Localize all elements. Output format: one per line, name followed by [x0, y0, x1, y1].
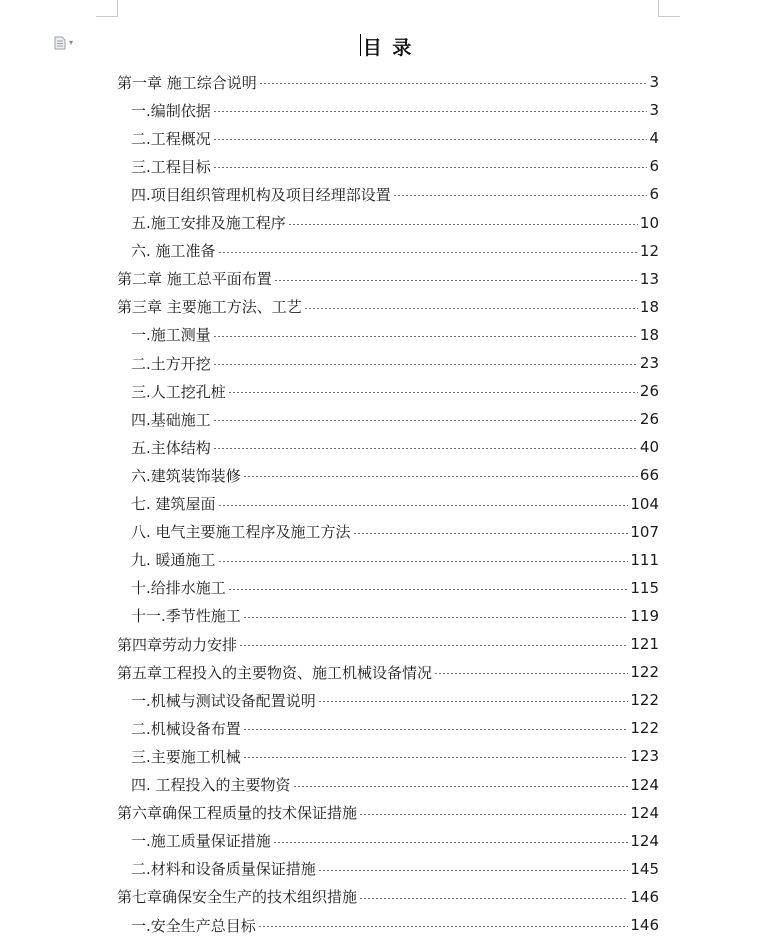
- toc-entry[interactable]: [117, 294, 659, 320]
- toc-dot-leader: [218, 505, 629, 506]
- toc-entry-title: 五.主体结构: [131, 438, 211, 457]
- toc-entry-title: 一.机械与测试设备配置说明: [131, 691, 316, 710]
- toc-page-number: 123: [630, 747, 659, 766]
- toc-entry[interactable]: [117, 69, 659, 95]
- toc-entry-title: 第一章 施工综合说明: [117, 73, 257, 92]
- toc-page-number: 10: [639, 213, 659, 232]
- toc-dot-leader: [213, 336, 638, 337]
- toc-dot-leader: [228, 589, 629, 590]
- toc-entry[interactable]: [117, 238, 659, 264]
- toc-entry[interactable]: [117, 575, 659, 601]
- toc-dot-leader: [293, 786, 629, 787]
- toc-entry[interactable]: [117, 772, 659, 798]
- toc-entry[interactable]: [117, 800, 659, 826]
- toc-page-number: 122: [630, 691, 659, 710]
- toc-page-number: 6: [649, 157, 659, 176]
- toc-dot-leader: [393, 195, 648, 196]
- toc-dot-leader: [213, 111, 648, 112]
- toc-entry[interactable]: [117, 912, 659, 938]
- toc-dot-leader: [213, 167, 648, 168]
- toc-page-number: 12: [639, 241, 659, 260]
- toc-entry-title: 一.编制依据: [131, 101, 211, 120]
- toc-entry[interactable]: [117, 125, 659, 151]
- toc-page-number: 23: [639, 354, 659, 372]
- toc-page-number: 115: [630, 578, 659, 597]
- toc-entry[interactable]: [117, 181, 659, 207]
- toc-entry-title: 二.材料和设备质量保证措施: [131, 860, 316, 879]
- toc-dot-leader: [243, 617, 629, 618]
- toc-entry[interactable]: [117, 631, 659, 657]
- toc-dot-leader: [274, 280, 638, 281]
- toc-entry-title: 第四章劳动力安排: [117, 635, 238, 654]
- toc-page-number: 111: [630, 550, 659, 569]
- toc-title-text: 目 录: [362, 37, 414, 59]
- toc-entry[interactable]: [117, 659, 659, 685]
- toc-page-number: 146: [630, 916, 659, 934]
- toc-entry-title: 二.工程概况: [131, 129, 211, 148]
- toc-dot-leader: [213, 420, 638, 421]
- crop-mark-top-left-horizontal: [96, 16, 118, 17]
- toc-title: [0, 33, 776, 60]
- toc-page-number: 18: [639, 325, 659, 344]
- toc-page-number: 119: [630, 606, 659, 625]
- toc-page-number: 146: [630, 887, 659, 906]
- toc-entry[interactable]: [117, 322, 659, 348]
- toc-dot-leader: [434, 673, 628, 674]
- toc-entry-title: 一.安全生产总目标: [131, 916, 256, 935]
- toc-entry-title: 九. 暖通施工: [131, 551, 216, 570]
- toc-dot-leader: [259, 83, 648, 84]
- toc-page-number: 26: [639, 410, 659, 429]
- toc-entry-title: 六.建筑装饰装修: [131, 466, 241, 485]
- chevron-down-icon: ▾: [69, 38, 74, 47]
- toc-page-number: 40: [639, 438, 659, 457]
- toc-page-number: 145: [630, 859, 659, 878]
- toc-entry-title: 四.基础施工: [131, 410, 211, 429]
- toc-dot-leader: [359, 814, 628, 815]
- toc-dot-leader: [239, 645, 628, 646]
- toc-dot-leader: [318, 701, 629, 702]
- toc-entry-title: 第六章确保工程质量的技术保证措施: [117, 804, 358, 823]
- toc-entry-title: 第七章确保安全生产的技术组织措施: [117, 888, 358, 907]
- toc-page-number: 6: [649, 185, 659, 204]
- toc-page-number: 122: [630, 719, 659, 738]
- toc-entry-title: 八. 电气主要施工程序及施工方法: [131, 523, 351, 542]
- toc-entry[interactable]: [117, 153, 659, 179]
- toc-entry[interactable]: [117, 210, 659, 236]
- toc-page-number: 121: [630, 635, 659, 653]
- toc-entry[interactable]: [117, 547, 659, 573]
- toc-dot-leader: [288, 224, 638, 225]
- toc-entry[interactable]: [117, 434, 659, 460]
- crop-mark-top-left-vertical: [117, 0, 118, 16]
- text-cursor: [360, 34, 361, 56]
- toc-entry[interactable]: [117, 743, 659, 769]
- toc-entry[interactable]: [117, 350, 659, 376]
- toc-entry[interactable]: [117, 519, 659, 545]
- toc-entry[interactable]: [117, 266, 659, 292]
- toc-page-number: 122: [630, 663, 659, 682]
- toc-entry[interactable]: [117, 884, 659, 910]
- toc-entry[interactable]: [117, 715, 659, 741]
- toc-page-number: 26: [639, 382, 659, 401]
- toc-entry[interactable]: [117, 828, 659, 854]
- toc-entry-title: 三.主要施工机械: [131, 747, 241, 766]
- toc-page-number: 124: [630, 831, 659, 850]
- toc-dot-leader: [353, 533, 629, 534]
- toc-page-number: 124: [630, 803, 659, 822]
- toc-entry-title: 五.施工安排及施工程序: [131, 214, 286, 232]
- toc-dot-leader: [213, 364, 638, 365]
- toc-entry-title: 四.项目组织管理机构及项目经理部设置: [131, 185, 391, 204]
- toc-entry-title: 六. 施工准备: [131, 242, 216, 261]
- toc-entry-title: 第三章 主要施工方法、工艺: [117, 298, 302, 317]
- toc-entry[interactable]: [117, 462, 659, 488]
- toc-dot-leader: [243, 729, 629, 730]
- toc-page-number: 4: [649, 129, 659, 148]
- toc-entry-title: 一.施工质量保证措施: [131, 832, 271, 851]
- toc-entry[interactable]: [117, 491, 659, 517]
- toc-dot-leader: [213, 448, 638, 449]
- toc-entry-title: 四. 工程投入的主要物资: [131, 776, 291, 794]
- toc-entry-title: 十.给排水施工: [131, 579, 226, 598]
- toc-entry[interactable]: [117, 687, 659, 713]
- toc-page-number: 18: [639, 297, 659, 316]
- toc-entry[interactable]: [117, 97, 659, 123]
- toc-entry-title: 三.工程目标: [131, 157, 211, 176]
- toc-entry-title: 第五章工程投入的主要物资、施工机械设备情况: [117, 663, 433, 682]
- toc-page-number: 66: [639, 466, 659, 485]
- toc-dot-leader: [213, 139, 648, 140]
- toc-entry[interactable]: [117, 603, 659, 629]
- toc-dot-leader: [304, 308, 638, 309]
- toc-entry-title: 七. 建筑屋面: [131, 495, 216, 513]
- toc-page-number: 13: [639, 269, 659, 288]
- toc-dot-leader: [228, 392, 638, 393]
- toc-dot-leader: [318, 870, 629, 871]
- crop-mark-top-right-vertical: [658, 0, 659, 16]
- toc-page-number: 104: [630, 494, 659, 513]
- toc-page-number: 3: [649, 73, 659, 91]
- toc-dot-leader: [243, 757, 629, 758]
- toc-dot-leader: [218, 252, 638, 253]
- toc-entry-title: 三.人工挖孔桩: [131, 382, 226, 401]
- toc-entry[interactable]: [117, 406, 659, 432]
- toc-dot-leader: [218, 561, 629, 562]
- toc-entry-title: 二.土方开挖: [131, 354, 211, 373]
- toc-page-number: 124: [630, 775, 659, 794]
- toc-dot-leader: [359, 898, 628, 899]
- toc-dot-leader: [243, 476, 638, 477]
- toc-dot-leader: [258, 926, 629, 927]
- toc-entry-title: 一.施工测量: [131, 326, 211, 345]
- toc-dot-leader: [273, 842, 629, 843]
- toc-entry-title: 十一.季节性施工: [131, 607, 241, 626]
- crop-mark-top-right-horizontal: [658, 16, 680, 17]
- toc-entry-title: 二.机械设备布置: [131, 719, 241, 738]
- toc-page-number: 107: [630, 522, 659, 541]
- toc-entry-title: 第二章 施工总平面布置: [117, 270, 272, 289]
- toc-entry[interactable]: [117, 378, 659, 404]
- toc-entry[interactable]: [117, 856, 659, 882]
- toc-page-number: 3: [649, 101, 659, 120]
